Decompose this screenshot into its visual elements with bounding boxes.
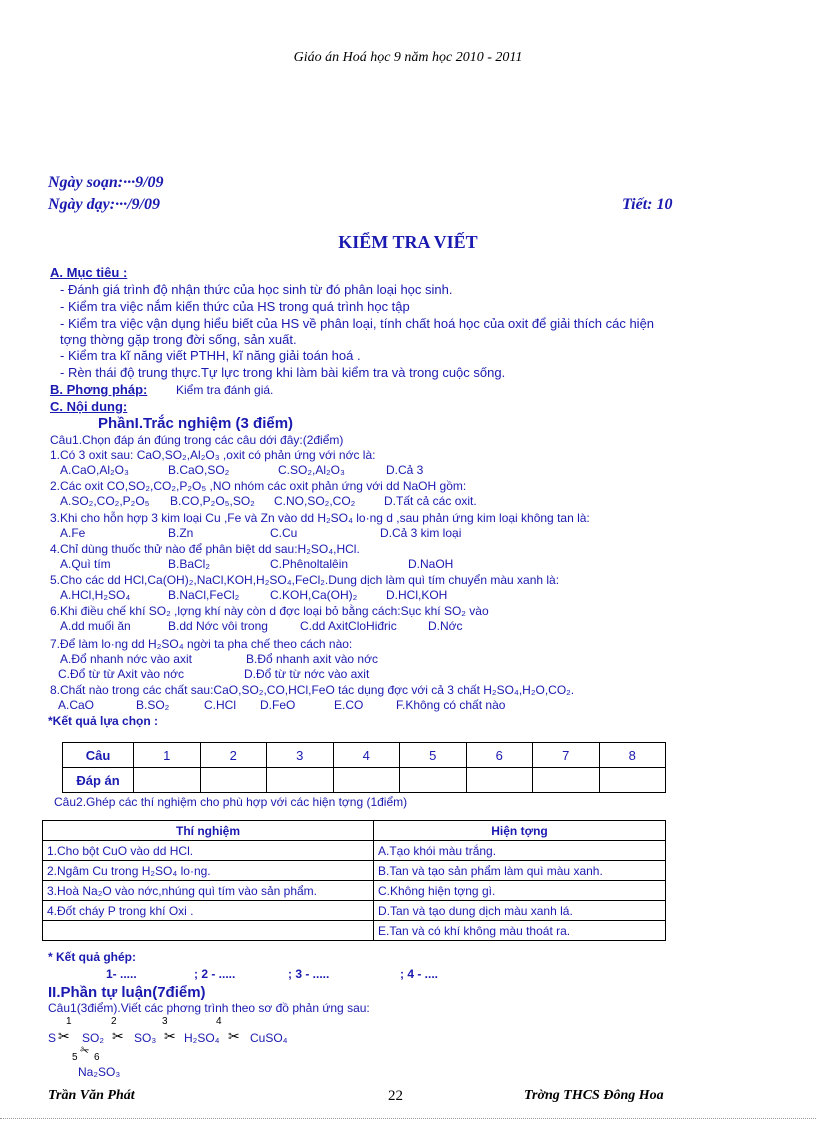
compound-cuso4: CuSO₄	[250, 1031, 288, 1045]
match-answer[interactable]: ; 3 - .....	[288, 967, 330, 981]
option: B.dd Nớc vôi trong	[168, 619, 268, 633]
question-number-cell: 5	[400, 743, 467, 768]
option: D.Tất cả các oxit.	[384, 494, 477, 508]
question-8: 8.Chất nào trong các chất sau:CaO,SO₂,CO,HCl,FeO tác dụng đợc với cả 3 chất H₂SO₄,H₂O,CO₂.	[50, 683, 575, 697]
option: A.dd muối ăn	[60, 619, 131, 633]
matching-col-experiment: Thí nghiệm	[43, 821, 374, 841]
compound-na2so3: Na₂SO₃	[78, 1065, 121, 1079]
option: A.CaO	[58, 698, 95, 712]
question-4: 4.Chỉ dùng thuốc thử nào để phân biệt dd sau:H₂SO₄,HCl.	[50, 542, 360, 556]
option: B.CaO,SO₂	[168, 463, 230, 477]
answer-cell[interactable]	[134, 768, 201, 793]
answer-cell[interactable]	[200, 768, 267, 793]
match-answer[interactable]: ; 2 - .....	[194, 967, 236, 981]
reaction-arrow-icon: ✂	[228, 1028, 240, 1044]
question-number-cell: 3	[267, 743, 334, 768]
phenomenon-cell: B.Tan và tạo sản phẩm làm quì màu xanh.	[374, 861, 666, 881]
experiment-cell	[43, 921, 374, 941]
footer-author: Trần Văn Phát	[48, 1088, 135, 1103]
step-number: 2	[111, 1016, 117, 1027]
option: A.SO₂,CO₂,P₂O₅	[60, 494, 150, 508]
compound-h2so4: H₂SO₄	[184, 1031, 220, 1045]
experiment-cell: 3.Hoà Na₂O vào nớc,nhúng quì tím vào sản phẩm.	[43, 881, 374, 901]
result-label: *Kết quả lựa chọn :	[48, 714, 159, 728]
question-number-cell: 1	[134, 743, 201, 768]
objective-line: - Kiểm tra kĩ năng viết PTHH, kĩ năng giải toán hoá .	[60, 348, 361, 363]
part1-heading: PhầnI.Trắc nghiệm (3 điểm)	[98, 415, 294, 432]
date-prepared: Ngày soạn:···9/09	[48, 174, 164, 191]
option: D.Đổ từ từ nớc vào axit	[244, 667, 370, 681]
experiment-cell: 4.Đốt cháy P trong khí Oxi .	[43, 901, 374, 921]
experiment-cell: 1.Cho bột CuO vào dd HCl.	[43, 841, 374, 861]
objective-line: - Kiểm tra việc vận dụng hiểu biết của HS về phân loại, tính chất hoá học của oxit để giải thích các hiện	[60, 316, 655, 331]
objective-line: - Rèn thái độ trung thực.Tự lực trong khi làm bài kiểm tra và trong cuộc sống.	[60, 365, 506, 380]
option: D.Cả 3	[386, 463, 424, 477]
option: B.CO,P₂O₅,SO₂	[170, 494, 255, 508]
option: A.Fe	[60, 526, 86, 540]
compound-s: S	[48, 1031, 57, 1045]
option: C.SO₂,Al₂O₃	[278, 463, 345, 477]
phenomenon-cell: E.Tan và có khí không màu thoát ra.	[374, 921, 666, 941]
date-taught: Ngày dạy:···/9/09	[48, 196, 160, 213]
question-number-cell: 4	[333, 743, 400, 768]
matching-col-phenomenon: Hiện tợng	[374, 821, 666, 841]
objective-line: - Đánh giá trình độ nhận thức của học sinh từ đó phân loại học sinh.	[60, 282, 453, 297]
answer-table	[62, 742, 666, 793]
option: B.Zn	[168, 526, 194, 540]
option: C.HCl	[204, 698, 236, 712]
match-answer[interactable]: 1- .....	[106, 967, 137, 981]
lesson-number: Tiết: 10	[622, 196, 673, 213]
question-number-cell: 7	[533, 743, 600, 768]
step-number: 4	[216, 1016, 222, 1027]
question-6: 6.Khi điều chế khí SO₂ ,lợng khí này còn d đợc loại bỏ bằng cách:Sục khí SO₂ vào	[50, 604, 489, 618]
question-number-cell: 2	[200, 743, 267, 768]
objective-line: - Kiểm tra việc nắm kiến thức của HS trong quá trình học tập	[60, 299, 410, 314]
question-7: 7.Để làm lo·ng dd H₂SO₄ ngời ta pha chế theo cách nào:	[50, 637, 353, 651]
phenomenon-cell: A.Tạo khói màu trắng.	[374, 841, 666, 861]
option: D.NaOH	[408, 557, 454, 571]
question-1: 1.Có 3 oxit sau: CaO,SO₂,Al₂O₃ ,oxit có phản ứng với nớc là:	[50, 448, 376, 462]
section-c-heading: C. Nội dung:	[50, 399, 128, 414]
step-number: 1	[66, 1016, 72, 1027]
phenomenon-cell: D.Tan và tạo dung dịch màu xanh lá.	[374, 901, 666, 921]
experiment-cell: 2.Ngâm Cu trong H₂SO₄ lo·ng.	[43, 861, 374, 881]
option: E.CO	[334, 698, 364, 712]
option: D.FeO	[260, 698, 296, 712]
answer-row-label: Đáp án	[63, 768, 134, 793]
answer-cell[interactable]	[333, 768, 400, 793]
option: D.Cả 3 kim loại	[380, 526, 462, 540]
reaction-arrow-icon: ✂	[58, 1028, 70, 1044]
option: C.Đổ từ từ Axit vào nớc	[58, 667, 184, 681]
step-number: 5	[72, 1052, 78, 1063]
answer-cell[interactable]	[267, 768, 334, 793]
answer-cell[interactable]	[533, 768, 600, 793]
option: C.dd AxitCloHiđric	[300, 619, 397, 633]
compound-so3: SO₃	[134, 1031, 157, 1045]
compound-so2: SO₂	[82, 1031, 104, 1045]
reaction-arrow-icon: ✂	[78, 1043, 91, 1059]
option: B.BaCl₂	[168, 557, 211, 571]
footer-divider	[0, 1118, 816, 1121]
step-number: 3	[162, 1016, 168, 1027]
page-number: 22	[388, 1088, 403, 1104]
question-number-cell: 6	[466, 743, 533, 768]
option: F.Không có chất nào	[396, 698, 506, 712]
option: D.Nớc	[428, 619, 463, 633]
part2-q1: Câu1(3điểm).Viết các phơng trình theo sơ đồ phản ứng sau:	[48, 1001, 370, 1015]
page-title: KIỂM TRA VIẾT	[338, 232, 478, 252]
section-b-text: Kiểm tra đánh giá.	[176, 383, 274, 397]
q1-intro: Câu1.Chọn đáp án đúng trong các câu dới đây:(2điểm)	[50, 433, 344, 447]
option: A.Quì tím	[60, 557, 111, 571]
question-3: 3.Khi cho hỗn hợp 3 kim loại Cu ,Fe và Zn vào dd H₂SO₄ lo·ng d ,sau phản ứng kim loại không tan là:	[50, 511, 590, 525]
reaction-arrow-icon: ✂	[112, 1028, 124, 1044]
question-5: 5.Cho các dd HCl,Ca(OH)₂,NaCl,KOH,H₂SO₄,FeCl₂.Dung dịch làm quì tím chuyển màu xanh là:	[50, 573, 560, 587]
option: C.Cu	[270, 526, 298, 540]
question-2: 2.Các oxit CO,SO₂,CO₂,P₂O₅ ,NO nhóm các oxit phản ứng với dd NaOH gồm:	[50, 479, 467, 493]
answer-cell[interactable]	[599, 768, 666, 793]
option: A.HCl,H₂SO₄	[60, 588, 131, 602]
part2-heading: II.Phần tự luận(7điểm)	[48, 984, 206, 1001]
option: C.NO,SO₂,CO₂	[274, 494, 356, 508]
option: B.SO₂	[136, 698, 170, 712]
phenomenon-cell: C.Không hiện tợng gì.	[374, 881, 666, 901]
q2-intro: Câu2.Ghép các thí nghiệm cho phù hợp với các hiện tợng (1điểm)	[54, 795, 408, 809]
option: A.CaO,Al₂O₃	[60, 463, 129, 477]
answer-cell[interactable]	[400, 768, 467, 793]
option: C.KOH,Ca(OH)₂	[270, 588, 358, 602]
match-answer[interactable]: ; 4 - ....	[400, 967, 439, 981]
question-number-cell: 8	[599, 743, 666, 768]
option: B.Đổ nhanh axit vào nớc	[246, 652, 378, 666]
reaction-arrow-icon: ✂	[164, 1028, 176, 1044]
option: C.Phênoltalêin	[270, 557, 349, 571]
option: D.HCl,KOH	[386, 588, 448, 602]
match-label: * Kết quả ghép:	[48, 950, 137, 964]
section-b-heading: B. Phơng pháp:	[50, 382, 148, 397]
answer-cell[interactable]	[466, 768, 533, 793]
answer-table-header: Câu	[63, 743, 134, 768]
option: A.Đổ nhanh nớc vào axit	[60, 652, 192, 666]
objective-line: tợng thờng gặp trong đời sống, sản xuất.	[60, 332, 297, 347]
section-a-heading: A. Mục tiêu :	[50, 265, 128, 280]
footer-school: Trờng THCS Đông Hoa	[524, 1088, 664, 1103]
matching-table	[42, 820, 666, 941]
option: B.NaCl,FeCl₂	[168, 588, 240, 602]
step-number: 6	[94, 1052, 100, 1063]
document-header: Giáo án Hoá học 9 năm học 2010 - 2011	[293, 50, 523, 65]
